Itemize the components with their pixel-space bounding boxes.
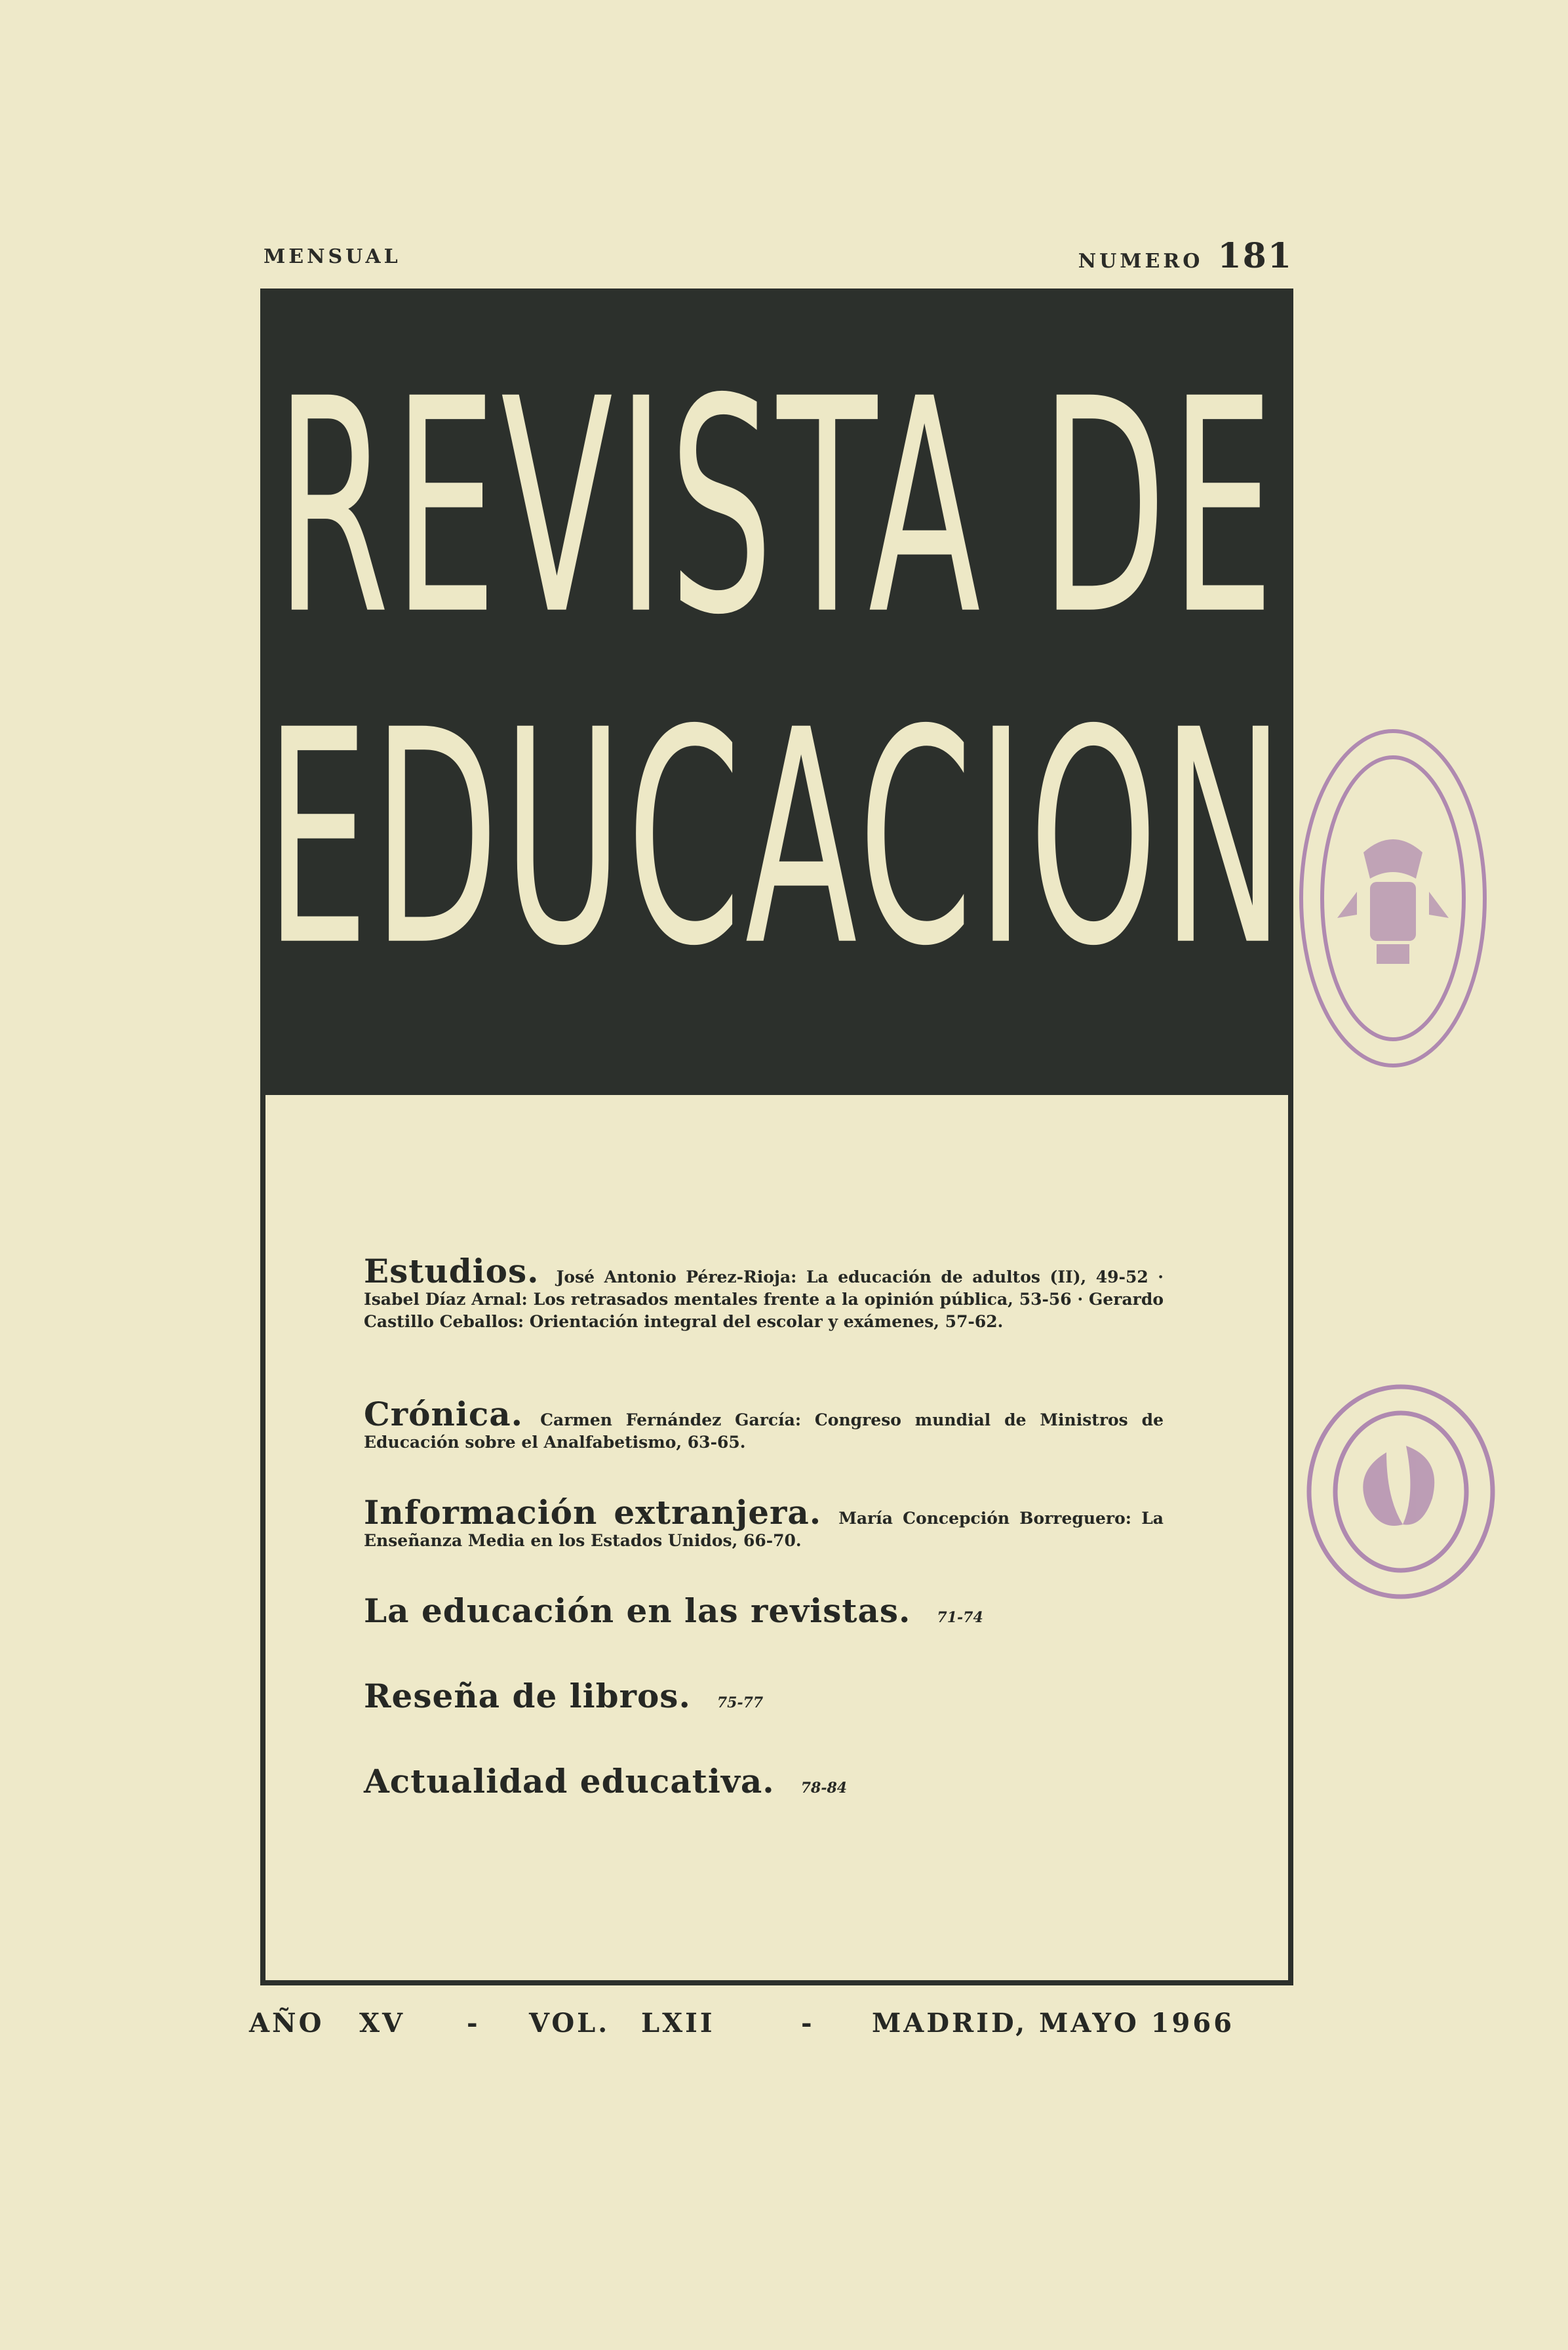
title-line-1: REVISTA DE bbox=[275, 336, 1278, 679]
issue-number bbox=[1078, 236, 1293, 276]
title-block bbox=[260, 289, 1293, 1095]
footer-separator: - bbox=[801, 2008, 815, 2039]
toc-heading: La educación en las revistas. bbox=[364, 1591, 911, 1630]
toc-heading: Reseña de libros. bbox=[364, 1677, 691, 1715]
footer-place-date: MADRID, MAYO 1966 bbox=[872, 2008, 1235, 2039]
toc-entry-actualidad bbox=[364, 1762, 1164, 1801]
footer-volume: LXII bbox=[641, 2008, 715, 2039]
library-stamp-icon bbox=[1285, 721, 1488, 1075]
toc-pages: 75-77 bbox=[716, 1694, 764, 1711]
toc-text: José Antonio Pérez-Rioja: La educación de adultos (II), 49-52 · Isabel Díaz Arnal: Los retrasados mentales frente a la opinión pública, 53-56 · Gerardo Castillo Ceballos: Orientación integral del escolar y exámenes, 57-62. bbox=[364, 1267, 1164, 1331]
footer-volume-label: VOL. bbox=[529, 2008, 610, 2039]
toc-entry-revistas bbox=[364, 1591, 1164, 1630]
toc-entry-resena-libros bbox=[364, 1677, 1164, 1715]
toc-pages: 71-74 bbox=[937, 1609, 983, 1626]
toc-pages: 78-84 bbox=[800, 1780, 848, 1797]
table-of-contents bbox=[260, 1095, 1293, 1985]
toc-heading: Información extranjera. bbox=[364, 1493, 822, 1532]
toc-entry-cronica bbox=[364, 1395, 1164, 1454]
toc-heading: Crónica. bbox=[364, 1395, 524, 1433]
issue-number-label: NUMERO bbox=[1078, 250, 1204, 273]
toc-entry-estudios bbox=[364, 1252, 1164, 1333]
toc-heading: Actualidad educativa. bbox=[364, 1762, 775, 1801]
school-stamp-icon bbox=[1301, 1380, 1501, 1603]
toc-heading: Estudios. bbox=[364, 1252, 539, 1290]
toc-text: María Concepción Borreguero: La Enseñanza Media en los Estados Unidos, 66-70. bbox=[364, 1509, 1164, 1550]
footer-year-label: AÑO bbox=[249, 2008, 324, 2039]
title-line-2: EDUCACION bbox=[265, 667, 1289, 1010]
toc-entry-informacion-extranjera bbox=[364, 1493, 1164, 1552]
issue-number-value: 181 bbox=[1217, 236, 1293, 276]
footer-separator: - bbox=[467, 2008, 480, 2039]
toc-text: Carmen Fernández García: Congreso mundial de Ministros de Educación sobre el Analfabetismo, 63-65. bbox=[364, 1410, 1164, 1452]
frequency-label: MENSUAL bbox=[264, 245, 401, 268]
footer-year: XV bbox=[359, 2008, 406, 2039]
